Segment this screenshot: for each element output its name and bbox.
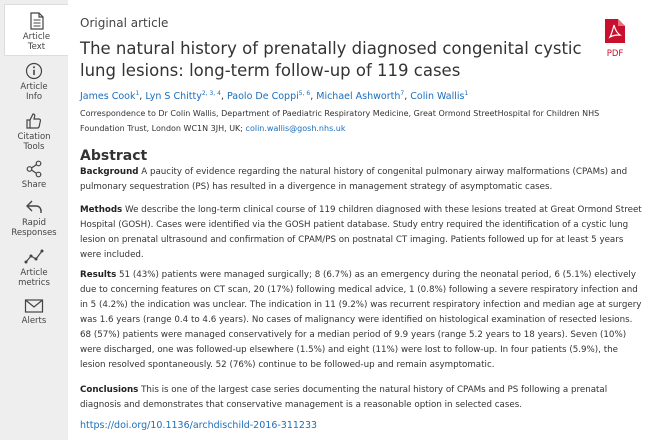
abstract-conclusions: Conclusions This is one of the largest case series documenting the natural history of CPAMs and PS following a prenatal diagnosis and demonstrates that conservative management is a reasonable option in selected cases. <box>80 385 608 410</box>
sidebar-item-label: Alerts <box>21 316 47 326</box>
sidebar-item-article-info[interactable] <box>6 62 62 102</box>
sidebar-item-label: Citation <box>17 132 51 142</box>
doi-link[interactable]: https://doi.org/10.1136/archdischild-2016-311233 <box>80 420 318 431</box>
thumbs-up-icon <box>25 112 43 130</box>
reply-icon <box>25 198 43 216</box>
author-list: James Cook$^1$, Lyn S Chitty$^{2, 3, 4}$, Paolo De Coppi$^{5, 6}$, Michael Ashworth$^7$, Colin Wallis$^1$ <box>80 90 469 103</box>
sidebar-item-alerts[interactable] <box>6 298 62 326</box>
article-title: The natural history of prenatally diagnosed congenital cystic lung lesions: long-term follow-up of 119 cases <box>80 39 582 80</box>
sidebar-item-label: Info <box>25 92 43 102</box>
author-link[interactable]: Paolo De Coppi <box>227 91 299 103</box>
abstract-background: Background A paucity of evidence regarding the natural history of congenital pulmonary airway malformations (CPAMs) and pulmonary sequestration (PS) has resulted in a divergence in management strategy of asymptomatic cases. <box>80 167 628 192</box>
sidebar-item-citation-tools[interactable] <box>6 112 62 152</box>
email-link[interactable]: colin.wallis@gosh.nhs.uk <box>245 124 346 133</box>
author-link[interactable]: Lyn S Chitty <box>145 91 202 103</box>
line-chart-icon <box>24 248 44 266</box>
envelope-icon <box>24 298 44 314</box>
share-icon <box>25 160 43 178</box>
document-icon <box>29 12 45 30</box>
author-link[interactable]: Colin Wallis <box>410 91 465 103</box>
abstract-heading: Abstract <box>80 148 148 164</box>
sidebar-item-label: Article <box>22 32 51 42</box>
sidebar-item-label: Share <box>21 180 47 190</box>
pdf-download-button[interactable] <box>600 18 630 59</box>
pdf-label: PDF <box>606 49 624 59</box>
sidebar-item-label: metrics <box>18 278 50 288</box>
info-icon <box>25 62 43 80</box>
sidebar-item-label: Rapid <box>21 218 47 228</box>
author-link[interactable]: James Cook <box>80 91 136 103</box>
sidebar-item-label: Responses <box>11 228 57 238</box>
sidebar-item-label: Tools <box>23 142 45 152</box>
author-link[interactable]: Michael Ashworth <box>316 91 401 103</box>
abstract-results: Results 51 (43%) patients were managed surgically; 8 (6.7%) as an emergency during the neonatal period, 6 (5.1%) electively due to concerning features on CT scan, 20 (17%) following medical advice, 1 (0.8%) following a severe respiratory infection and in 5 (4.2%) the indication was unclear. The indication in 11 (9.2%) was recurrent respiratory infection and median age at surgery was 1.6 years (range 0.4 to 4.6 years). No cases of malignancy were identified on histological examination of resected lesions. 68 (57%) patients were managed conservatively for a median period of 9.9 years (range 5.2 years to 18 years). Seven (10%) were discharged, one was followed-up elsewhere (1.5%) and eight (11%) were lost to follow-up. In four patients (5.9%), the lesion resolved spontaneously. 52 (76%) continue to be followed-up and remain asymptomatic. <box>80 270 642 370</box>
article-sidebar <box>0 0 68 440</box>
sidebar-item-label: Text <box>27 42 46 52</box>
article-type: Original article <box>80 16 169 30</box>
sidebar-item-rapid-responses[interactable] <box>6 198 62 238</box>
pdf-icon <box>604 18 626 44</box>
sidebar-item-label: Article <box>20 268 48 278</box>
sidebar-item-article-text[interactable] <box>4 4 68 56</box>
abstract-methods: Methods We describe the long-term clinical course of 119 children diagnosed with these lesions treated at Great Ormond Street Hospital (GOSH). Cases were identified via the GOSH patient database. Study entry required the identification of a cystic lung lesion on prenatal ultrasound and confirmation of CPAM/PS on postnatal CT imaging. Patients followed up for at least 5 years were included. <box>80 205 642 260</box>
sidebar-item-label: Article <box>20 82 48 92</box>
sidebar-item-article-metrics[interactable] <box>6 248 62 288</box>
correspondence-text: Correspondence to Dr Colin Wallis, Department of Paediatric Respiratory Medicine, Great Ormond StreetHospital for Children NHS Foundation Trust, London WC1N 3JH, UK; <box>80 109 600 133</box>
sidebar-item-share[interactable] <box>6 160 62 190</box>
correspondence <box>80 106 640 136</box>
